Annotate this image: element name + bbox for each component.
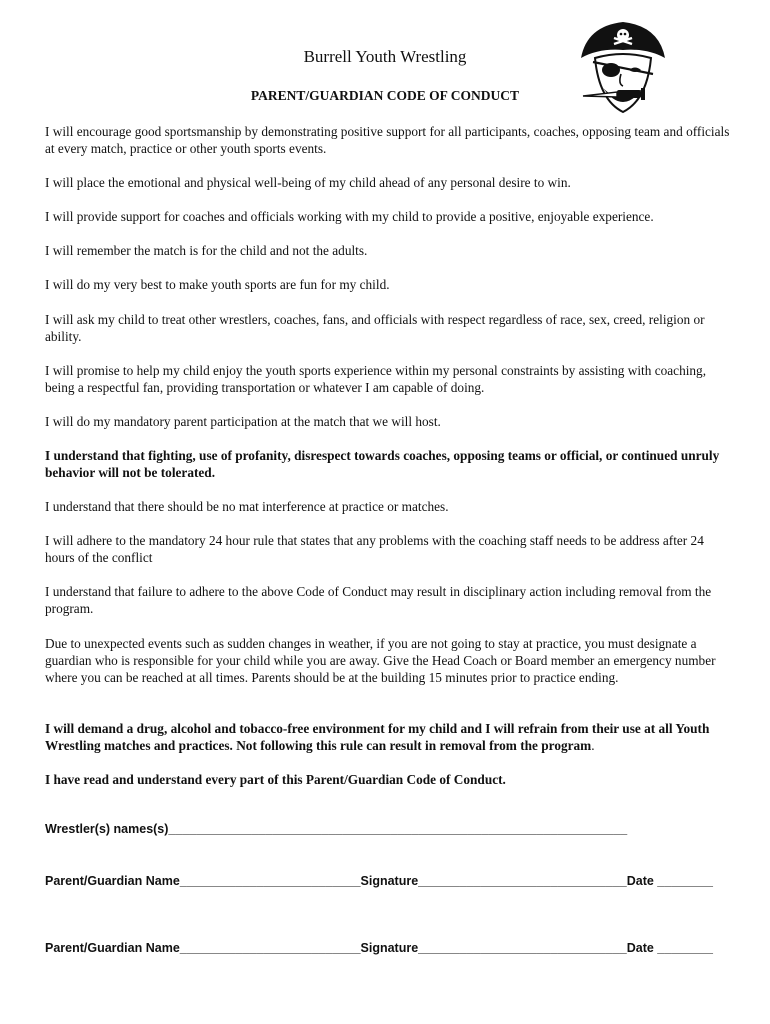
parent-signature-line-1[interactable]: Parent/Guardian Name__________________________Signature______________________________Date ________	[45, 874, 713, 888]
paragraph-sportsmanship: I will encourage good sportsmanship by demonstrating positive support for all participants, coaches, opposing team and officials at every match, practice or other youth sports events.	[45, 124, 730, 156]
paragraph-remember-match: I will remember the match is for the child and not the adults.	[45, 243, 368, 258]
paragraph-behavior-warning: I understand that fighting, use of profanity, disrespect towards coaches, opposing teams or official, or continued unruly behavior will not be tolerated.	[45, 448, 720, 480]
paragraph-mat-interference: I understand that there should be no mat interference at practice or matches.	[45, 499, 449, 514]
document-title: Burrell Youth Wrestling	[303, 47, 467, 66]
parent-signature-line-2[interactable]: Parent/Guardian Name__________________________Signature______________________________Date ________	[45, 941, 713, 955]
paragraph-participation: I will do my mandatory parent participation at the match that we will host.	[45, 414, 441, 429]
paragraph-guardian: Due to unexpected events such as sudden changes in weather, if you are not going to stay at practice, you must designate a guardian who is responsible for your child while you are away. Give the Head Coach or Board member an emergency number where you can be reached at all times. Parents should be at the building 15 minutes prior to practice ending.	[45, 636, 716, 685]
paragraph-support-coaches: I will provide support for coaches and officials working with my child to provide a positive, enjoyable experience.	[45, 209, 654, 224]
wrestler-names-field[interactable]: Wrestler(s) names(s)__________________________________________________________________	[45, 822, 628, 836]
paragraph-well-being: I will place the emotional and physical well-being of my child ahead of any personal desire to win.	[45, 175, 571, 190]
document-subtitle: PARENT/GUARDIAN CODE OF CONDUCT	[250, 88, 520, 103]
drug-free-text: I will demand a drug, alcohol and tobacco-free environment for my child and I will refrain from their use at all Youth Wrestling matches and practices. Not following this rule can result in removal from the program	[45, 721, 710, 753]
paragraph-24-hour-rule: I will adhere to the mandatory 24 hour rule that states that any problems with the coaching staff needs to be address after 24 hours of the conflict	[45, 533, 704, 565]
paragraph-drug-free	[45, 720, 730, 754]
paragraph-respect: I will ask my child to treat other wrestlers, coaches, fans, and officials with respect regardless of race, sex, creed, religion or ability.	[45, 312, 705, 344]
pirate-skull-logo-icon	[577, 18, 669, 118]
paragraph-fun: I will do my very best to make youth sports are fun for my child.	[45, 277, 390, 292]
paragraph-disciplinary-action: I understand that failure to adhere to the above Code of Conduct may result in disciplinary action including removal from the program.	[45, 584, 712, 616]
paragraph-acknowledgement: I have read and understand every part of this Parent/Guardian Code of Conduct.	[45, 772, 506, 787]
paragraph-promise: I will promise to help my child enjoy the youth sports experience within my personal constraints by assisting with coaching, being a respectful fan, providing transportation or whatever I am capable of doing.	[45, 363, 707, 395]
drug-free-period: .	[591, 738, 595, 753]
